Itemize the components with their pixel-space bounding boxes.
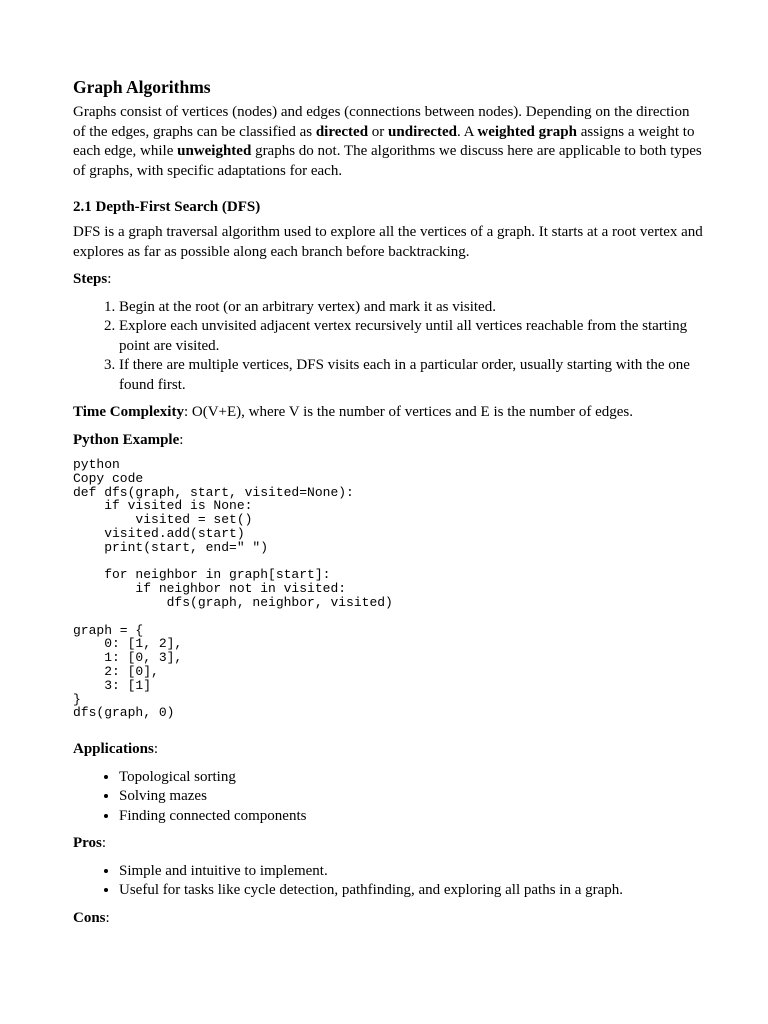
applications-label-line xyxy=(73,740,703,760)
steps-label: Steps xyxy=(73,271,108,287)
intro-text-1: Graphs consist of vertices (nodes) and edges (connections between nodes). Depending on the direction of the edges, graphs can be classified as xyxy=(73,104,690,140)
applications-label: Applications xyxy=(73,741,154,758)
list-item: • Topological sorting xyxy=(119,768,703,788)
intro-text-2: or xyxy=(368,123,389,140)
python-example-line xyxy=(73,431,703,451)
cons-label: Cons xyxy=(73,909,106,926)
applications-list xyxy=(73,768,703,827)
cons-colon: : xyxy=(105,909,110,926)
cons-label-line xyxy=(73,909,703,929)
pros-list xyxy=(73,862,703,901)
steps-colon: : xyxy=(107,271,112,287)
list-item: • Useful for tasks like cycle detection, pathfinding, and exploring all paths in a graph. xyxy=(119,881,703,901)
list-item: 2. Explore each unvisited adjacent vertex recursively until all vertices reachable from the starting point are visited. xyxy=(119,317,703,356)
time-complexity-text: : O(V+E), where V is the number of vertices and E is the number of edges. xyxy=(183,404,634,420)
term-undirected: undirected xyxy=(388,123,457,140)
list-item: • Solving mazes xyxy=(119,787,703,807)
python-example-label: Python Example xyxy=(73,431,180,448)
document-page xyxy=(73,76,703,936)
term-unweighted: unweighted xyxy=(177,143,252,159)
applications-colon: : xyxy=(153,741,159,758)
intro-paragraph xyxy=(73,103,703,181)
document-title: Graph Algorithms xyxy=(73,77,211,97)
dfs-description: DFS is a graph traversal algorithm used to explore all the vertices of a graph. It starts at a root vertex and explores as far as possible along each branch before backtracking. xyxy=(73,224,703,260)
time-complexity-label: Time Complexity xyxy=(73,404,184,420)
pros-colon: : xyxy=(101,835,107,852)
steps-list xyxy=(73,298,703,396)
list-item: 1. Begin at the root (or an arbitrary vertex) and mark it as visited. xyxy=(119,298,703,318)
term-weighted-graph: weighted graph xyxy=(477,123,577,140)
intro-text-4: assigns a weight to each edge, while xyxy=(73,123,695,159)
time-complexity-line xyxy=(73,403,703,423)
list-item: • Simple and intuitive to implement. xyxy=(119,862,703,882)
list-item: • Finding connected components xyxy=(119,807,703,827)
intro-text-3: . A xyxy=(456,123,478,140)
term-directed: directed xyxy=(315,123,369,140)
dfs-heading: 2.1 Depth-First Search (DFS) xyxy=(73,199,261,215)
code-block: python Copy code def dfs(graph, start, visited=None): if visited is None: visited = set() visited.add(start) print(start, end=" ") for neighbor in graph[start]: if neighbor not in visited: dfs(graph, neighbor, visited) graph = { 0: [1, 2], 1: [0, 3], 2: [0], 3: [1] } dfs(graph, 0) xyxy=(73,457,393,721)
pros-label: Pros xyxy=(73,835,102,852)
list-item: 3. If there are multiple vertices, DFS visits each in a particular order, usually starting with the one found first. xyxy=(119,356,703,395)
python-example-colon: : xyxy=(179,431,184,448)
pros-label-line xyxy=(73,834,703,854)
intro-text-5: graphs do not. The algorithms we discuss here are applicable to both types of graphs, with specific adaptations for each. xyxy=(73,143,702,179)
steps-label-line xyxy=(73,270,703,290)
